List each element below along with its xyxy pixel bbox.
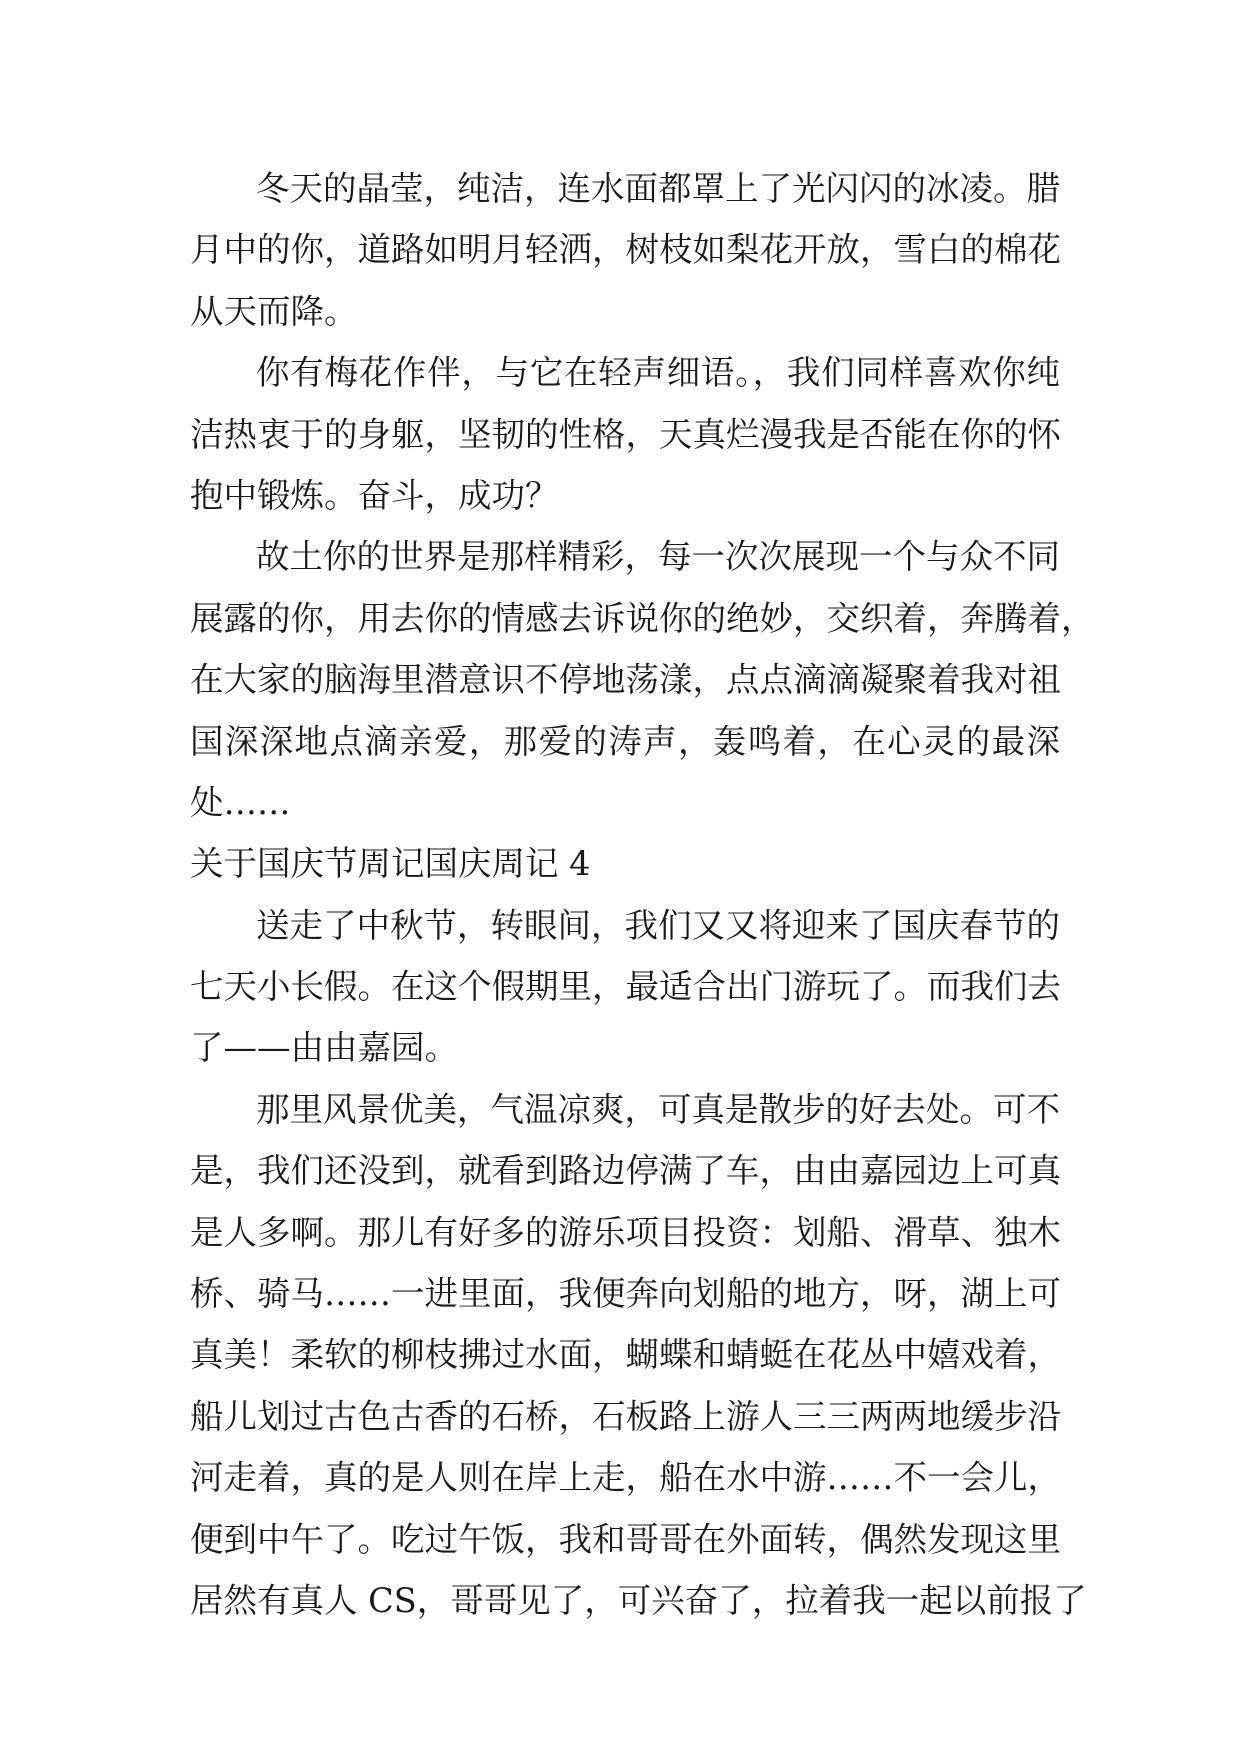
paragraph-3-line-3: 在大家的脑海里潜意识不停地荡漾，点点滴滴凝聚着我对祖 xyxy=(190,660,1061,700)
paragraph-1-line-2: 月中的你，道路如明月轻洒，树枝如梨花开放，雪白的棉花 xyxy=(190,230,1061,270)
paragraph-2-line-1: 你有梅花作伴，与它在轻声细语。，我们同样喜欢你纯 xyxy=(256,353,1060,393)
paragraph-2-line-2: 洁热衷于的身躯，坚韧的性格，天真烂漫我是否能在你的怀 xyxy=(190,414,1061,454)
paragraph-2-line-3: 抱中锻炼。奋斗，成功？ xyxy=(190,475,559,515)
document-body xyxy=(190,158,1095,1631)
paragraph-5-line-7: 河走着，真的是人则在岸上走，船在水中游……不一会儿， xyxy=(190,1458,1061,1498)
paragraph-4-line-2: 七天小长假。在这个假期里，最适合出门游玩了。而我们去 xyxy=(190,967,1061,1007)
paragraph-1-line-1: 冬天的晶莹，纯洁，连水面都罩上了光闪闪的冰凌。腊 xyxy=(256,169,1060,208)
paragraph-4-line-3: 了——由由嘉园。 xyxy=(190,1028,458,1068)
paragraph-1-line-3: 从天而降。 xyxy=(190,291,358,331)
paragraph-5-line-6: 船儿划过古色古香的石桥，石板路上游人三三两两地缓步沿 xyxy=(190,1396,1061,1436)
paragraph-5-line-9: 居然有真人 CS，哥哥见了，可兴奋了，拉着我一起以前报了 xyxy=(190,1580,1087,1620)
paragraph-5-line-4: 桥、骑马……一进里面，我便奔向划船的地方，呀，湖上可 xyxy=(190,1274,1061,1314)
paragraph-4-line-1: 送走了中秋节，转眼间，我们又又将迎来了国庆春节的 xyxy=(256,905,1060,945)
paragraph-5-line-2: 是，我们还没到，就看到路边停满了车，由由嘉园边上可真 xyxy=(190,1151,1061,1191)
paragraph-5-line-1: 那里风景优美，气温凉爽，可真是散步的好去处。可不 xyxy=(256,1089,1060,1129)
paragraph-3-line-5: 处…… xyxy=(190,782,291,822)
section-heading: 关于国庆节周记国庆周记 4 xyxy=(190,844,591,884)
paragraph-3-line-4: 国深深地点滴亲爱，那爱的涛声，轰鸣着，在心灵的最深 xyxy=(190,721,1060,761)
paragraph-5-line-3: 是人多啊。那儿有好多的游乐项目投资：划船、滑草、独木 xyxy=(190,1212,1061,1252)
paragraph-3-line-2: 展露的你，用去你的情感去诉说你的绝妙，交织着，奔腾着， xyxy=(190,598,1095,638)
paragraph-5-line-5: 真美！柔软的柳枝拂过水面，蝴蝶和蜻蜓在花丛中嬉戏着， xyxy=(190,1335,1061,1375)
paragraph-3-line-1: 故土你的世界是那样精彩，每一次次展现一个与众不同 xyxy=(256,537,1060,577)
paragraph-5-line-8: 便到中午了。吃过午饭，我和哥哥在外面转，偶然发现这里 xyxy=(190,1519,1061,1559)
